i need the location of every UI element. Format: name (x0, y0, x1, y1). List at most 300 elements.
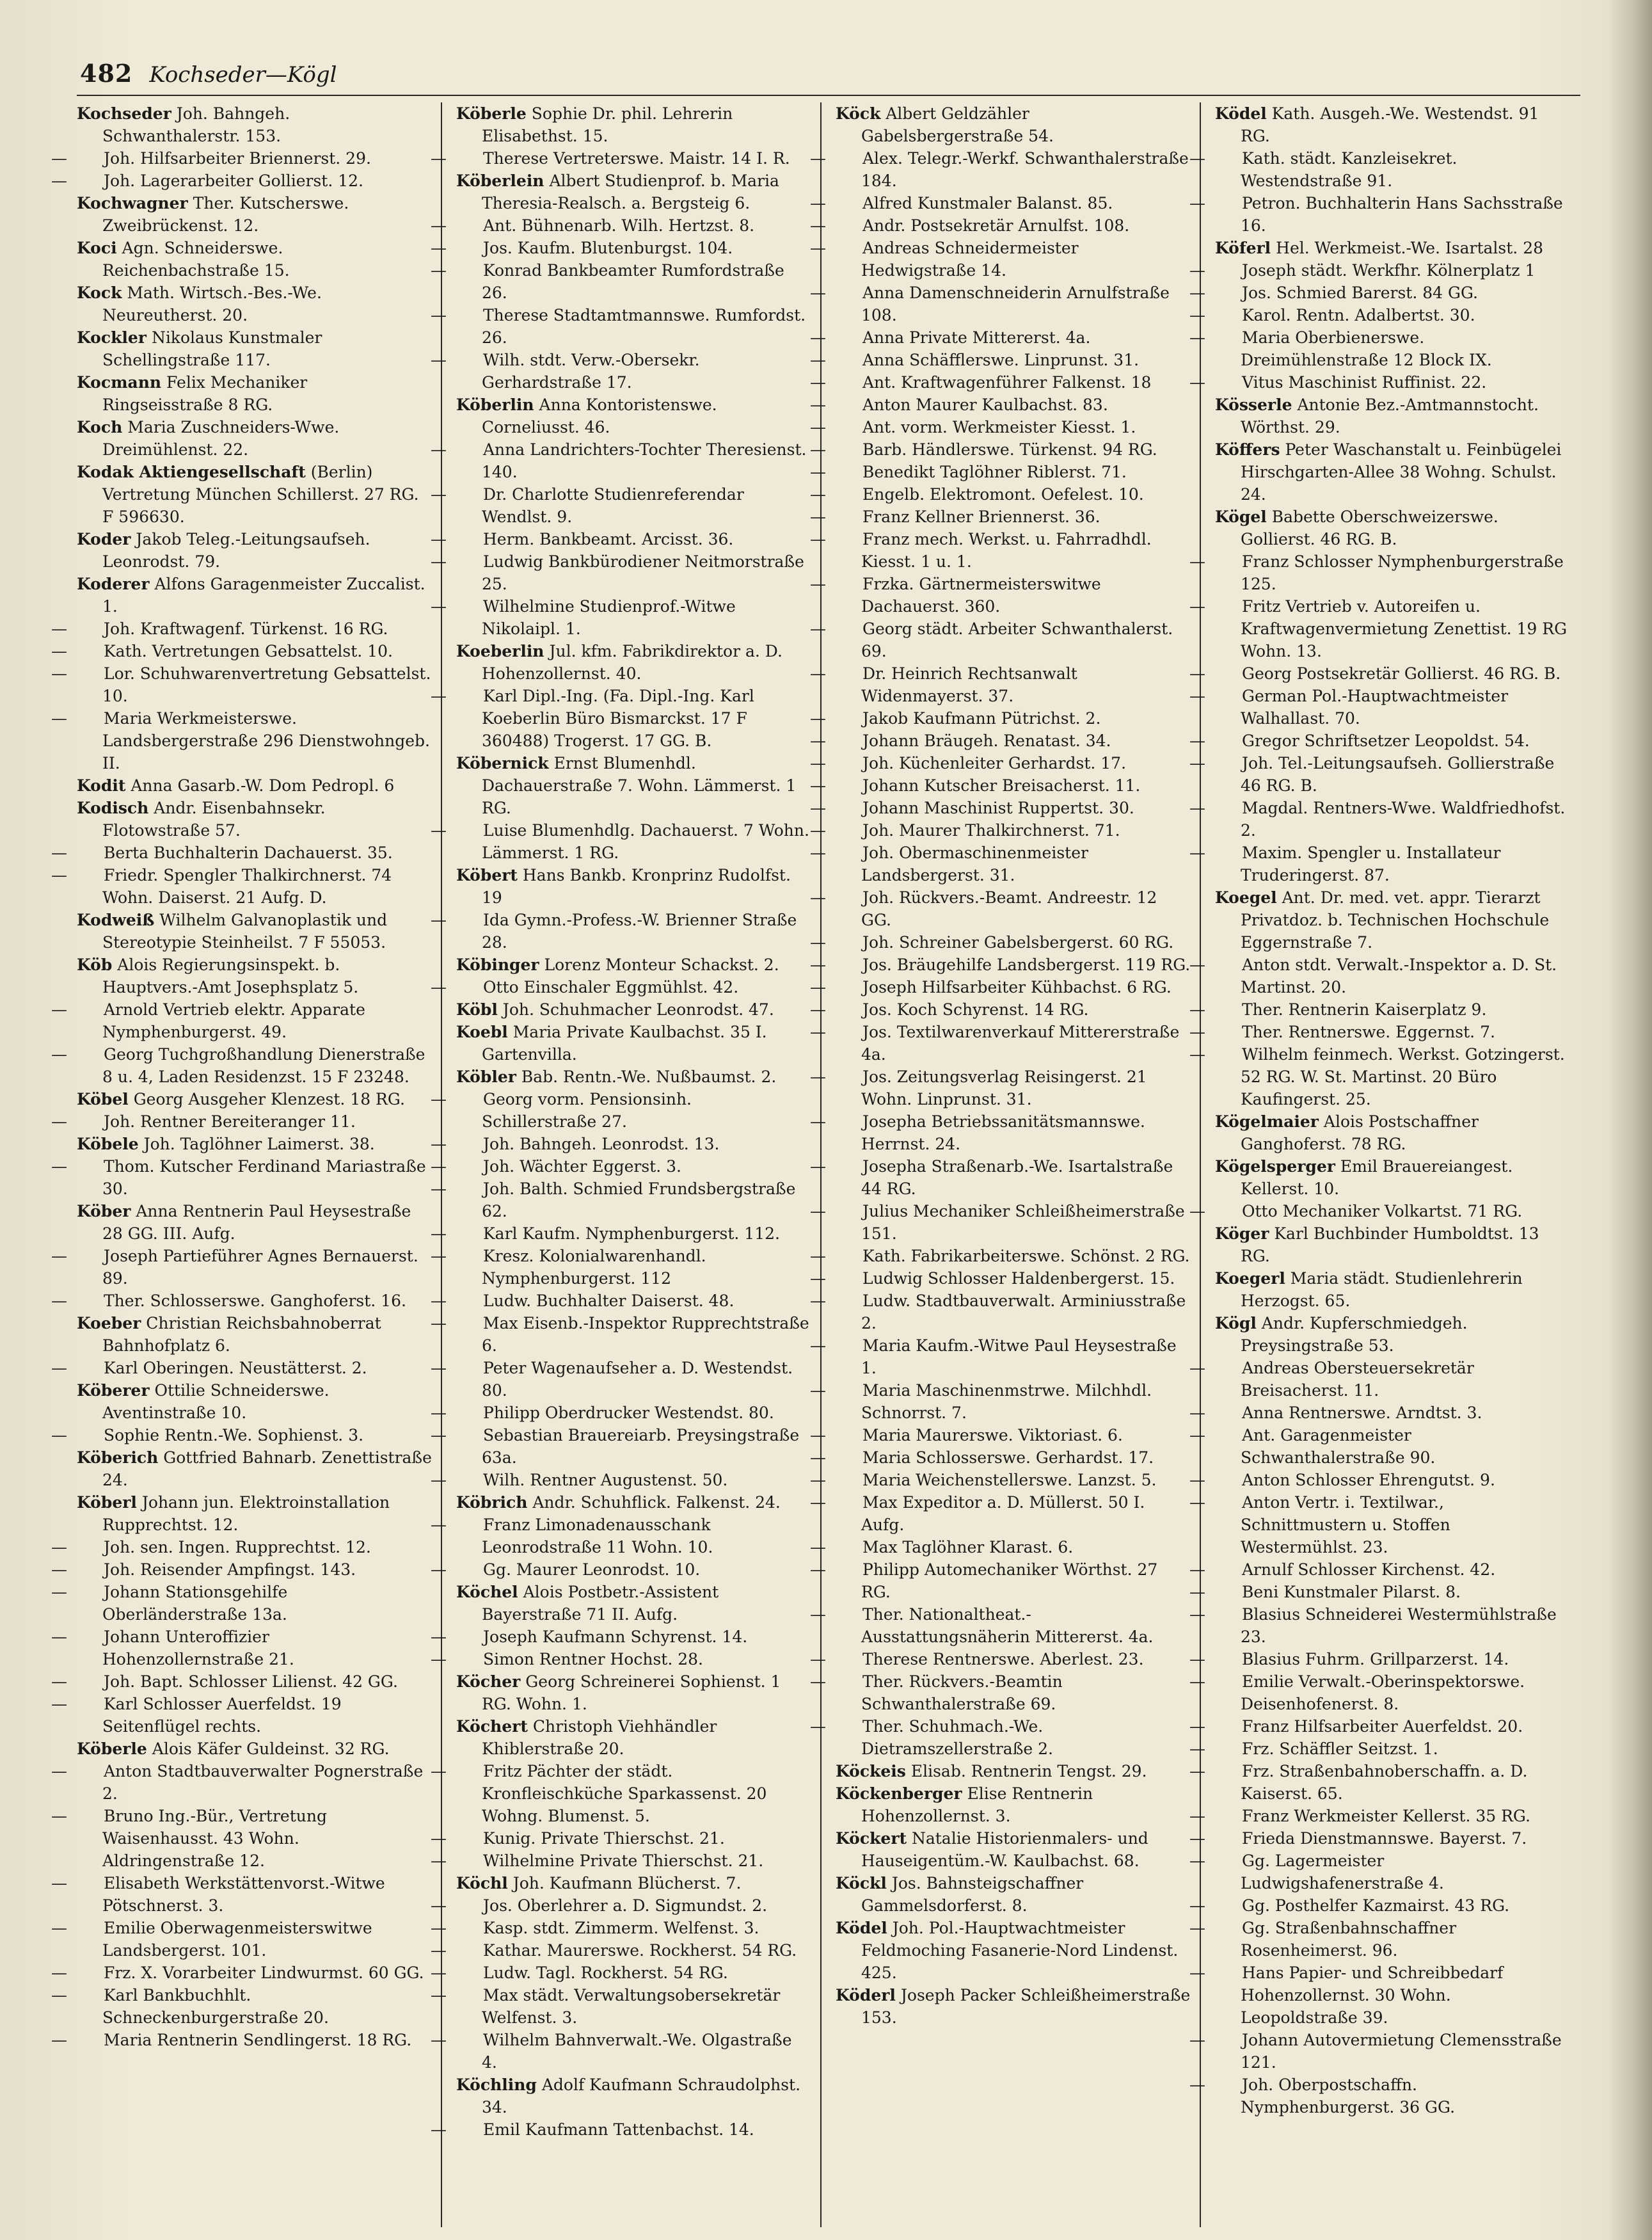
directory-entry (810, 1536, 1191, 1558)
entry-text: Wilhelmine Private Thierschst. 21. (483, 1852, 764, 1870)
repeat-dash: — (1189, 1896, 1205, 1915)
entry-text: Alfred Kunstmaler Balanst. 85. (862, 194, 1113, 212)
entry-text: Anna Gasarb.-W. Dom Pedropl. 6 (131, 776, 395, 795)
entry-text: Elise Rentnerin Hohenzollernst. 3. (861, 1784, 1093, 1825)
entry-text: Gg. Lagermeister Ludwigshafenerstraße 4. (1241, 1852, 1444, 1892)
directory-entry (1189, 998, 1571, 1021)
entry-text: Franz mech. Werkst. u. Fahrradhdl. Kiesst. 1 u. 1. (861, 530, 1152, 571)
repeat-dash: — (51, 1560, 67, 1579)
directory-entry (1189, 259, 1571, 282)
repeat-dash: — (1189, 261, 1205, 280)
repeat-dash: — (810, 1381, 826, 1400)
repeat-dash: — (810, 1471, 826, 1489)
entry-text: Babette Oberschweizerswe. Gollierst. 46 RG. B. (1241, 508, 1498, 548)
repeat-dash: — (810, 440, 826, 459)
repeat-dash: — (431, 530, 447, 548)
repeat-dash: — (51, 1583, 67, 1601)
entry-text: Blasius Fuhrm. Grillparzerst. 14. (1242, 1650, 1509, 1668)
directory-entry (431, 1626, 811, 1648)
entry-text: Engelb. Elektromont. Oefelest. 10. (862, 485, 1144, 504)
entry-surname: Köbernick (456, 754, 549, 772)
entry-text: Joh. Reisender Ampfingst. 143. (104, 1560, 356, 1579)
repeat-dash: — (431, 2120, 447, 2139)
entry-text: Andr. Eisenbahnsekr. Flotowstraße 57. (102, 799, 326, 840)
repeat-dash: — (51, 1292, 67, 1310)
directory-entry (51, 1962, 432, 1984)
repeat-dash: — (431, 1157, 447, 1176)
entry-text: Franz Werkmeister Kellerst. 35 RG. (1242, 1807, 1530, 1825)
entry-text: Frz. X. Vorarbeiter Lindwurmst. 60 GG. (104, 1964, 424, 1982)
entry-text: Kasp. stdt. Zimmerm. Welfenst. 3. (483, 1919, 759, 1937)
entry-surname: Köberer (77, 1381, 150, 1400)
directory-entry (431, 438, 811, 483)
repeat-dash: — (810, 1247, 826, 1265)
entry-surname: Köberlin (456, 396, 534, 414)
directory-entry (51, 1626, 432, 1670)
entry-text: Simon Rentner Hochst. 28. (483, 1650, 703, 1668)
repeat-dash: — (431, 149, 447, 168)
directory-entry (810, 1670, 1191, 1715)
entry-text: Arnulf Schlosser Kirchenst. 42. (1242, 1560, 1496, 1579)
entry-text: Joh. Bahngeh. Leonrodst. 13. (483, 1135, 720, 1153)
entry-text: Arnold Vertrieb elektr. Apparate Nymphenburgerst. 49. (102, 1000, 365, 1041)
entry-surname: Kodisch (77, 799, 149, 817)
column-4 (1189, 102, 1580, 2227)
repeat-dash: — (431, 1180, 447, 1198)
entry-text: Berta Buchhalterin Dachauerst. 35. (104, 844, 393, 862)
directory-entry (431, 2118, 811, 2141)
repeat-dash: — (1189, 1023, 1205, 1041)
directory-entry (77, 102, 432, 147)
repeat-dash: — (1189, 1471, 1205, 1489)
repeat-dash: — (810, 978, 826, 996)
repeat-dash: — (810, 776, 826, 795)
entry-text: Ther. Rentnerswe. Eggernst. 7. (1242, 1023, 1495, 1041)
directory-entry (431, 1939, 811, 1962)
entry-text: Karl Dipl.-Ing. (Fa. Dipl.-Ing. Karl Koeberlin Büro Bismarckst. 17 F 360488) Trogerst. 17 GG. B. (482, 687, 754, 750)
entry-text: Franz Schlosser Nymphenburgerstraße 125. (1241, 552, 1564, 593)
directory-entry (456, 1872, 811, 1894)
entry-text: Alois Käfer Guldeinst. 32 RG. (152, 1740, 390, 1758)
entry-surname: Kockler (77, 328, 147, 347)
directory-entry (431, 1222, 811, 1245)
entry-text: Maria Rentnerin Sendlingerst. 18 RG. (104, 2031, 412, 2049)
directory-entry (1189, 1021, 1571, 1043)
entry-surname: Köck (836, 104, 881, 123)
entry-text: Albert Studienprof. b. Maria Theresia-Realsch. a. Bergsteig 6. (482, 172, 779, 212)
entry-surname: Köbl (456, 1000, 498, 1019)
repeat-dash: — (1189, 687, 1205, 705)
directory-entry (1189, 1715, 1571, 1738)
entry-text: Ther. Schuhmach.-We. Dietramszellerstraße 2. (861, 1717, 1053, 1758)
entry-text: Frz. Straßenbahnoberschaffn. a. D. Kaiserst. 65. (1241, 1762, 1528, 1803)
directory-entry (810, 192, 1191, 214)
repeat-dash: — (51, 1157, 67, 1176)
entry-text: Anton stdt. Verwalt.-Inspektor a. D. St. Martinst. 20. (1241, 956, 1557, 996)
directory-entry (836, 1872, 1191, 1917)
directory-entry (51, 1424, 432, 1446)
directory-entry (1189, 595, 1571, 662)
entry-text: Maria Oberbienerswe. Dreimühlenstraße 12 Block IX. (1241, 328, 1492, 369)
entry-text: Jos. Schmied Barerst. 84 GG. (1242, 284, 1478, 302)
entry-text: Gregor Schriftsetzer Leopoldst. 54. (1242, 732, 1530, 750)
repeat-dash: — (51, 1986, 67, 2004)
repeat-dash: — (1189, 1650, 1205, 1668)
entry-surname: Kögl (1215, 1314, 1257, 1332)
repeat-dash: — (431, 239, 447, 257)
directory-entry (810, 147, 1191, 192)
directory-entry (51, 1536, 432, 1558)
directory-entry (810, 1021, 1191, 1066)
directory-entry (77, 237, 432, 282)
entry-text: Joh. Kaufmann Blücherst. 7. (512, 1874, 742, 1892)
entry-text: Anton Schlosser Ehrengutst. 9. (1242, 1471, 1495, 1489)
entry-text: Ant. Bühnenarb. Wilh. Hertzst. 8. (483, 216, 755, 235)
entry-surname: Köbert (456, 866, 518, 884)
entry-text: Joseph städt. Werkfhr. Kölnerplatz 1 (1242, 261, 1536, 280)
directory-entry (431, 2029, 811, 2074)
entry-text: Joh. Kraftwagenf. Türkenst. 16 RG. (104, 620, 388, 638)
entry-text: Anna Rentnerswe. Arndtst. 3. (1242, 1404, 1482, 1422)
entry-text: Joseph Partieführer Agnes Bernauerst. 89. (102, 1247, 418, 1288)
entry-text: Joh. Tel.-Leitungsaufseh. Gollierstraße 46 RG. B. (1241, 754, 1555, 795)
directory-entry (1189, 797, 1571, 842)
entry-text: Andr. Postsekretär Arnulfst. 108. (862, 216, 1130, 235)
entry-text: Anna Damenschneiderin Arnulfstraße 108. (861, 284, 1170, 324)
repeat-dash: — (810, 149, 826, 168)
directory-entry (1189, 1805, 1571, 1827)
entry-surname: Kodweiß (77, 911, 155, 929)
directory-entry (431, 1850, 811, 1872)
repeat-dash: — (431, 1247, 447, 1265)
directory-entry (810, 797, 1191, 819)
entry-text: Therese Vertreterswe. Maistr. 14 I. R. (483, 149, 790, 168)
entry-text: Alois Postschaffner Ganghoferst. 78 RG. (1241, 1112, 1479, 1153)
entry-text: Bruno Ing.-Bür., Vertretung Waisenhausst. 43 Wohn. Aldringenstraße 12. (102, 1807, 327, 1870)
directory-entry (1189, 730, 1571, 752)
entry-text: Kresz. Kolonialwarenhandl. Nymphenburgerst. 112 (482, 1247, 706, 1288)
directory-entry (1215, 886, 1571, 954)
repeat-dash: — (1189, 1359, 1205, 1377)
repeat-dash: — (51, 172, 67, 190)
directory-entry (1189, 1648, 1571, 1670)
repeat-dash: — (810, 1023, 826, 1041)
repeat-dash: — (1189, 1404, 1205, 1422)
directory-entry (51, 998, 432, 1043)
repeat-dash: — (810, 1650, 826, 1668)
entry-text: Jos. Zeitungsverlag Reisingerst. 21 Wohn. Linprunst. 31. (861, 1068, 1147, 1108)
directory-entry (810, 1290, 1191, 1334)
directory-entry (456, 998, 811, 1021)
entry-text: Joh. Balth. Schmied Frundsbergstraße 62. (482, 1180, 796, 1220)
directory-entry (810, 1446, 1191, 1469)
repeat-dash: — (51, 1426, 67, 1444)
repeat-dash: — (51, 1807, 67, 1825)
entry-text: Kathar. Maurerswe. Rockherst. 54 RG. (483, 1941, 797, 1960)
entry-text: Joseph Hilfsarbeiter Kühbachst. 6 RG. (862, 978, 1171, 996)
repeat-dash: — (810, 1269, 826, 1288)
repeat-dash: — (810, 1448, 826, 1467)
directory-entry (810, 1469, 1191, 1491)
repeat-dash: — (431, 1919, 447, 1937)
repeat-dash: — (810, 328, 826, 347)
repeat-dash: — (431, 306, 447, 324)
directory-entry (431, 1155, 811, 1178)
entry-text: Franz Limonadenausschank Leonrodstraße 11 Wohn. 10. (482, 1516, 713, 1556)
entry-text: Adolf Kaufmann Schraudolphst. 34. (482, 2076, 801, 2116)
entry-surname: Köffers (1215, 440, 1280, 459)
directory-entry (810, 1267, 1191, 1290)
entry-text: Max Eisenb.-Inspektor Rupprechtstraße 6. (482, 1314, 809, 1355)
repeat-dash: — (810, 351, 826, 369)
repeat-dash: — (810, 396, 826, 414)
directory-entry (1189, 1850, 1571, 1894)
directory-entry (1189, 1738, 1571, 1760)
directory-entry (431, 1245, 811, 1290)
repeat-dash: — (810, 1538, 826, 1556)
entry-text: Karol. Rentn. Adalbertst. 30. (1242, 306, 1475, 324)
directory-entry (810, 1110, 1191, 1155)
directory-entry (1189, 192, 1571, 237)
entry-surname: Koch (77, 418, 123, 436)
repeat-dash: — (431, 821, 447, 840)
repeat-dash: — (51, 642, 67, 660)
repeat-dash: — (51, 1874, 67, 1892)
entry-text: Magdal. Rentners-Wwe. Waldfriedhofst. 2. (1241, 799, 1566, 840)
entry-text: Karl Buchbinder Humboldtst. 13 RG. (1241, 1224, 1539, 1265)
directory-entry (1189, 1558, 1571, 1581)
repeat-dash: — (51, 1762, 67, 1780)
directory-entry (77, 1088, 432, 1110)
entry-text: Ther. Rentnerin Kaiserplatz 9. (1242, 1000, 1487, 1019)
entry-text: Johann Autovermietung Clemensstraße 121. (1241, 2031, 1562, 2072)
repeat-dash: — (1189, 1762, 1205, 1780)
entry-surname: Köber (77, 1202, 131, 1220)
repeat-dash: — (1189, 306, 1205, 324)
directory-entry (810, 1715, 1191, 1760)
directory-entry (431, 1357, 811, 1402)
directory-entry (1189, 685, 1571, 730)
directory-entry (77, 1200, 432, 1245)
repeat-dash: — (1189, 664, 1205, 683)
repeat-dash: — (431, 978, 447, 996)
directory-entry (1215, 438, 1571, 506)
directory-entry (810, 483, 1191, 506)
entry-text: Wilh. stdt. Verw.-Obersekr. Gerhardstraße 17. (482, 351, 700, 392)
entry-text: Antonie Bez.-Amtmannstocht. Wörthst. 29. (1241, 396, 1539, 436)
directory-entry (77, 1379, 432, 1424)
directory-entry (810, 1379, 1191, 1424)
repeat-dash: — (810, 799, 826, 817)
directory-entry (431, 1402, 811, 1424)
entry-text: Konrad Bankbeamter Rumfordstraße 26. (482, 261, 784, 302)
directory-entry (1215, 1312, 1571, 1357)
directory-entry (1215, 394, 1571, 438)
repeat-dash: — (810, 463, 826, 481)
entry-surname: Koci (77, 239, 117, 257)
entry-text: Karl Schlosser Auerfeldst. 19 Seitenflügel rechts. (102, 1695, 342, 1736)
entry-text: Joh. Rückvers.-Beamt. Andreestr. 12 GG. (861, 888, 1157, 929)
directory-entry (810, 707, 1191, 730)
directory-entry (810, 931, 1191, 954)
directory-entry (77, 1133, 432, 1155)
running-title: Kochseder—Kögl (149, 62, 337, 88)
entry-text: Hel. Werkmeist.-We. Isartalst. 28 (1276, 239, 1544, 257)
repeat-dash: — (810, 1336, 826, 1355)
directory-entry (77, 326, 432, 371)
entry-text: (Berlin) Vertretung München Schillerst. 27 RG. F 596630. (102, 463, 419, 526)
directory-entry (431, 528, 811, 550)
repeat-dash: — (51, 2031, 67, 2049)
repeat-dash: — (810, 1202, 826, 1220)
repeat-dash: — (1189, 1202, 1205, 1220)
entry-text: Frieda Dienstmannswe. Bayerst. 7. (1242, 1829, 1527, 1848)
directory-entry (810, 618, 1191, 662)
directory-entry (51, 1872, 432, 1917)
entry-surname: Kock (77, 284, 122, 302)
entry-text: Beni Kunstmaler Pilarst. 8. (1242, 1583, 1461, 1601)
directory-entry (1189, 282, 1571, 304)
repeat-dash: — (1189, 328, 1205, 347)
directory-entry (431, 550, 811, 595)
repeat-dash: — (810, 418, 826, 436)
entry-text: German Pol.-Hauptwachtmeister Walhallast. 70. (1241, 687, 1509, 728)
repeat-dash: — (431, 1986, 447, 2004)
entry-text: Ther. Schlosserswe. Ganghoferst. 16. (104, 1292, 406, 1310)
repeat-dash: — (431, 1090, 447, 1108)
directory-entry (456, 752, 811, 819)
entry-text: Joh. Bahngeh. Schwanthalerstr. 153. (102, 104, 290, 145)
repeat-dash: — (431, 2031, 447, 2049)
repeat-dash: — (431, 1829, 447, 1848)
entry-text: Emilie Oberwagenmeisterswitwe Landsbergerst. 101. (102, 1919, 372, 1960)
entry-text: Karl Bankbuchhlt. Schneckenburgerstraße 20. (102, 1986, 329, 2027)
entry-surname: Köckenberger (836, 1784, 962, 1803)
repeat-dash: — (431, 1852, 447, 1870)
directory-entry (431, 1558, 811, 1581)
directory-entry (456, 2074, 811, 2118)
directory-entry (51, 170, 432, 192)
repeat-dash: — (1189, 1919, 1205, 1937)
directory-entry (431, 685, 811, 752)
repeat-dash: — (810, 194, 826, 212)
entry-text: Johann Stationsgehilfe Oberländerstraße 13a. (102, 1583, 288, 1624)
directory-entry (51, 1110, 432, 1133)
directory-entry (810, 214, 1191, 237)
entry-text: Ther. Kutscherswe. Zweibrückenst. 12. (102, 194, 349, 235)
page-edge-shadow (1607, 0, 1652, 2240)
repeat-dash: — (1189, 1672, 1205, 1691)
directory-entry (810, 1648, 1191, 1670)
directory-entry (1215, 1110, 1571, 1155)
entry-text: Joh. Obermaschinenmeister Landsbergerst. 31. (861, 844, 1088, 884)
directory-entry (431, 1178, 811, 1222)
entry-text: Ant. vorm. Werkmeister Kiesst. 1. (862, 418, 1136, 436)
directory-entry (431, 1088, 811, 1133)
entry-text: Philipp Automechaniker Wörthst. 27 RG. (861, 1560, 1158, 1601)
repeat-dash: — (1189, 1740, 1205, 1758)
entry-surname: Köchling (456, 2076, 537, 2094)
directory-entry (810, 1066, 1191, 1110)
entry-text: Lorenz Monteur Schackst. 2. (544, 956, 779, 974)
page-number: 482 (80, 59, 133, 88)
repeat-dash: — (1189, 1583, 1205, 1601)
entry-text: Nikolaus Kunstmaler Schellingstraße 117. (102, 328, 322, 369)
directory-entry (456, 864, 811, 909)
entry-text: Anton Stadtbauverwalter Pognerstraße 2. (102, 1762, 424, 1803)
entry-surname: Köberich (77, 1448, 159, 1467)
repeat-dash: — (810, 485, 826, 504)
entry-text: Wilhelm Galvanoplastik und Stereotypie Steinheilst. 7 F 55053. (102, 911, 388, 952)
repeat-dash: — (431, 1135, 447, 1153)
entry-text: Sebastian Brauereiarb. Preysingstraße 63a. (482, 1426, 800, 1467)
repeat-dash: — (810, 664, 826, 683)
directory-entry (431, 304, 811, 349)
entry-text: Ottilie Schneiderswe. Aventinstraße 10. (102, 1381, 330, 1422)
directory-entry (431, 1514, 811, 1558)
directory-entry (431, 976, 811, 998)
directory-entry (51, 640, 432, 662)
directory-entry (77, 1312, 432, 1357)
repeat-dash: — (51, 1000, 67, 1019)
repeat-dash: — (810, 1717, 826, 1736)
entry-text: Sophie Dr. phil. Lehrerin Elisabethst. 15. (482, 104, 733, 145)
directory-entry (77, 1491, 432, 1536)
repeat-dash: — (51, 1247, 67, 1265)
directory-entry (51, 1558, 432, 1581)
repeat-dash: — (1189, 597, 1205, 616)
repeat-dash: — (431, 261, 447, 280)
entry-text: Ludw. Stadtbauverwalt. Arminiusstraße 2. (861, 1292, 1186, 1332)
repeat-dash: — (810, 1068, 826, 1086)
directory-entry (836, 1984, 1191, 2029)
entry-text: Georg Tuchgroßhandlung Dienerstraße 8 u. 4, Laden Residenzst. 15 F 23248. (102, 1045, 425, 1086)
entry-surname: Köger (1215, 1224, 1269, 1243)
entry-surname: Kocmann (77, 373, 162, 392)
directory-entry (1189, 1581, 1571, 1603)
directory-entry (810, 438, 1191, 461)
repeat-dash: — (810, 1672, 826, 1691)
entry-text: Herm. Bankbeamt. Arcisst. 36. (483, 530, 734, 548)
entry-text: Peter Wagenaufseher a. D. Westendst. 80. (482, 1359, 793, 1400)
entry-text: Wilhelmine Studienprof.-Witwe Nikolaipl. 1. (482, 597, 736, 638)
entry-text: Fritz Pächter der städt. Kronfleischküche Sparkassenst. 20 Wohng. Blumenst. 5. (482, 1762, 767, 1825)
directory-entry (1189, 1894, 1571, 1917)
entry-surname: Kodak Aktiengesellschaft (77, 463, 306, 481)
entry-text: Emilie Verwalt.-Oberinspektorswe. Deisenhofenerst. 8. (1241, 1672, 1525, 1713)
directory-entry (51, 1245, 432, 1290)
entry-text: Jos. Koch Schyrenst. 14 RG. (862, 1000, 1089, 1019)
directory-entry (1215, 1267, 1571, 1312)
entry-text: Ant. Garagenmeister Schwanthalerstraße 90. (1241, 1426, 1436, 1467)
entry-text: Alois Postbetr.-Assistent Bayerstraße 71 II. Aufg. (482, 1583, 719, 1624)
entry-text: Christoph Viehhändler Khiblerstraße 20. (482, 1717, 717, 1758)
directory-entry (1189, 662, 1571, 685)
directory-entry (431, 1312, 811, 1357)
repeat-dash: — (810, 821, 826, 840)
repeat-dash: — (1189, 1852, 1205, 1870)
repeat-dash: — (431, 552, 447, 571)
directory-entry (456, 1491, 811, 1514)
repeat-dash: — (51, 620, 67, 638)
repeat-dash: — (51, 1672, 67, 1691)
repeat-dash: — (1189, 373, 1205, 392)
repeat-dash: — (810, 1560, 826, 1579)
directory-entry (1215, 102, 1571, 147)
entry-text: Ida Gymn.-Profess.-W. Brienner Straße 28. (482, 911, 797, 952)
entry-text: Thom. Kutscher Ferdinand Mariastraße 30. (102, 1157, 426, 1198)
directory-entry (810, 461, 1191, 483)
